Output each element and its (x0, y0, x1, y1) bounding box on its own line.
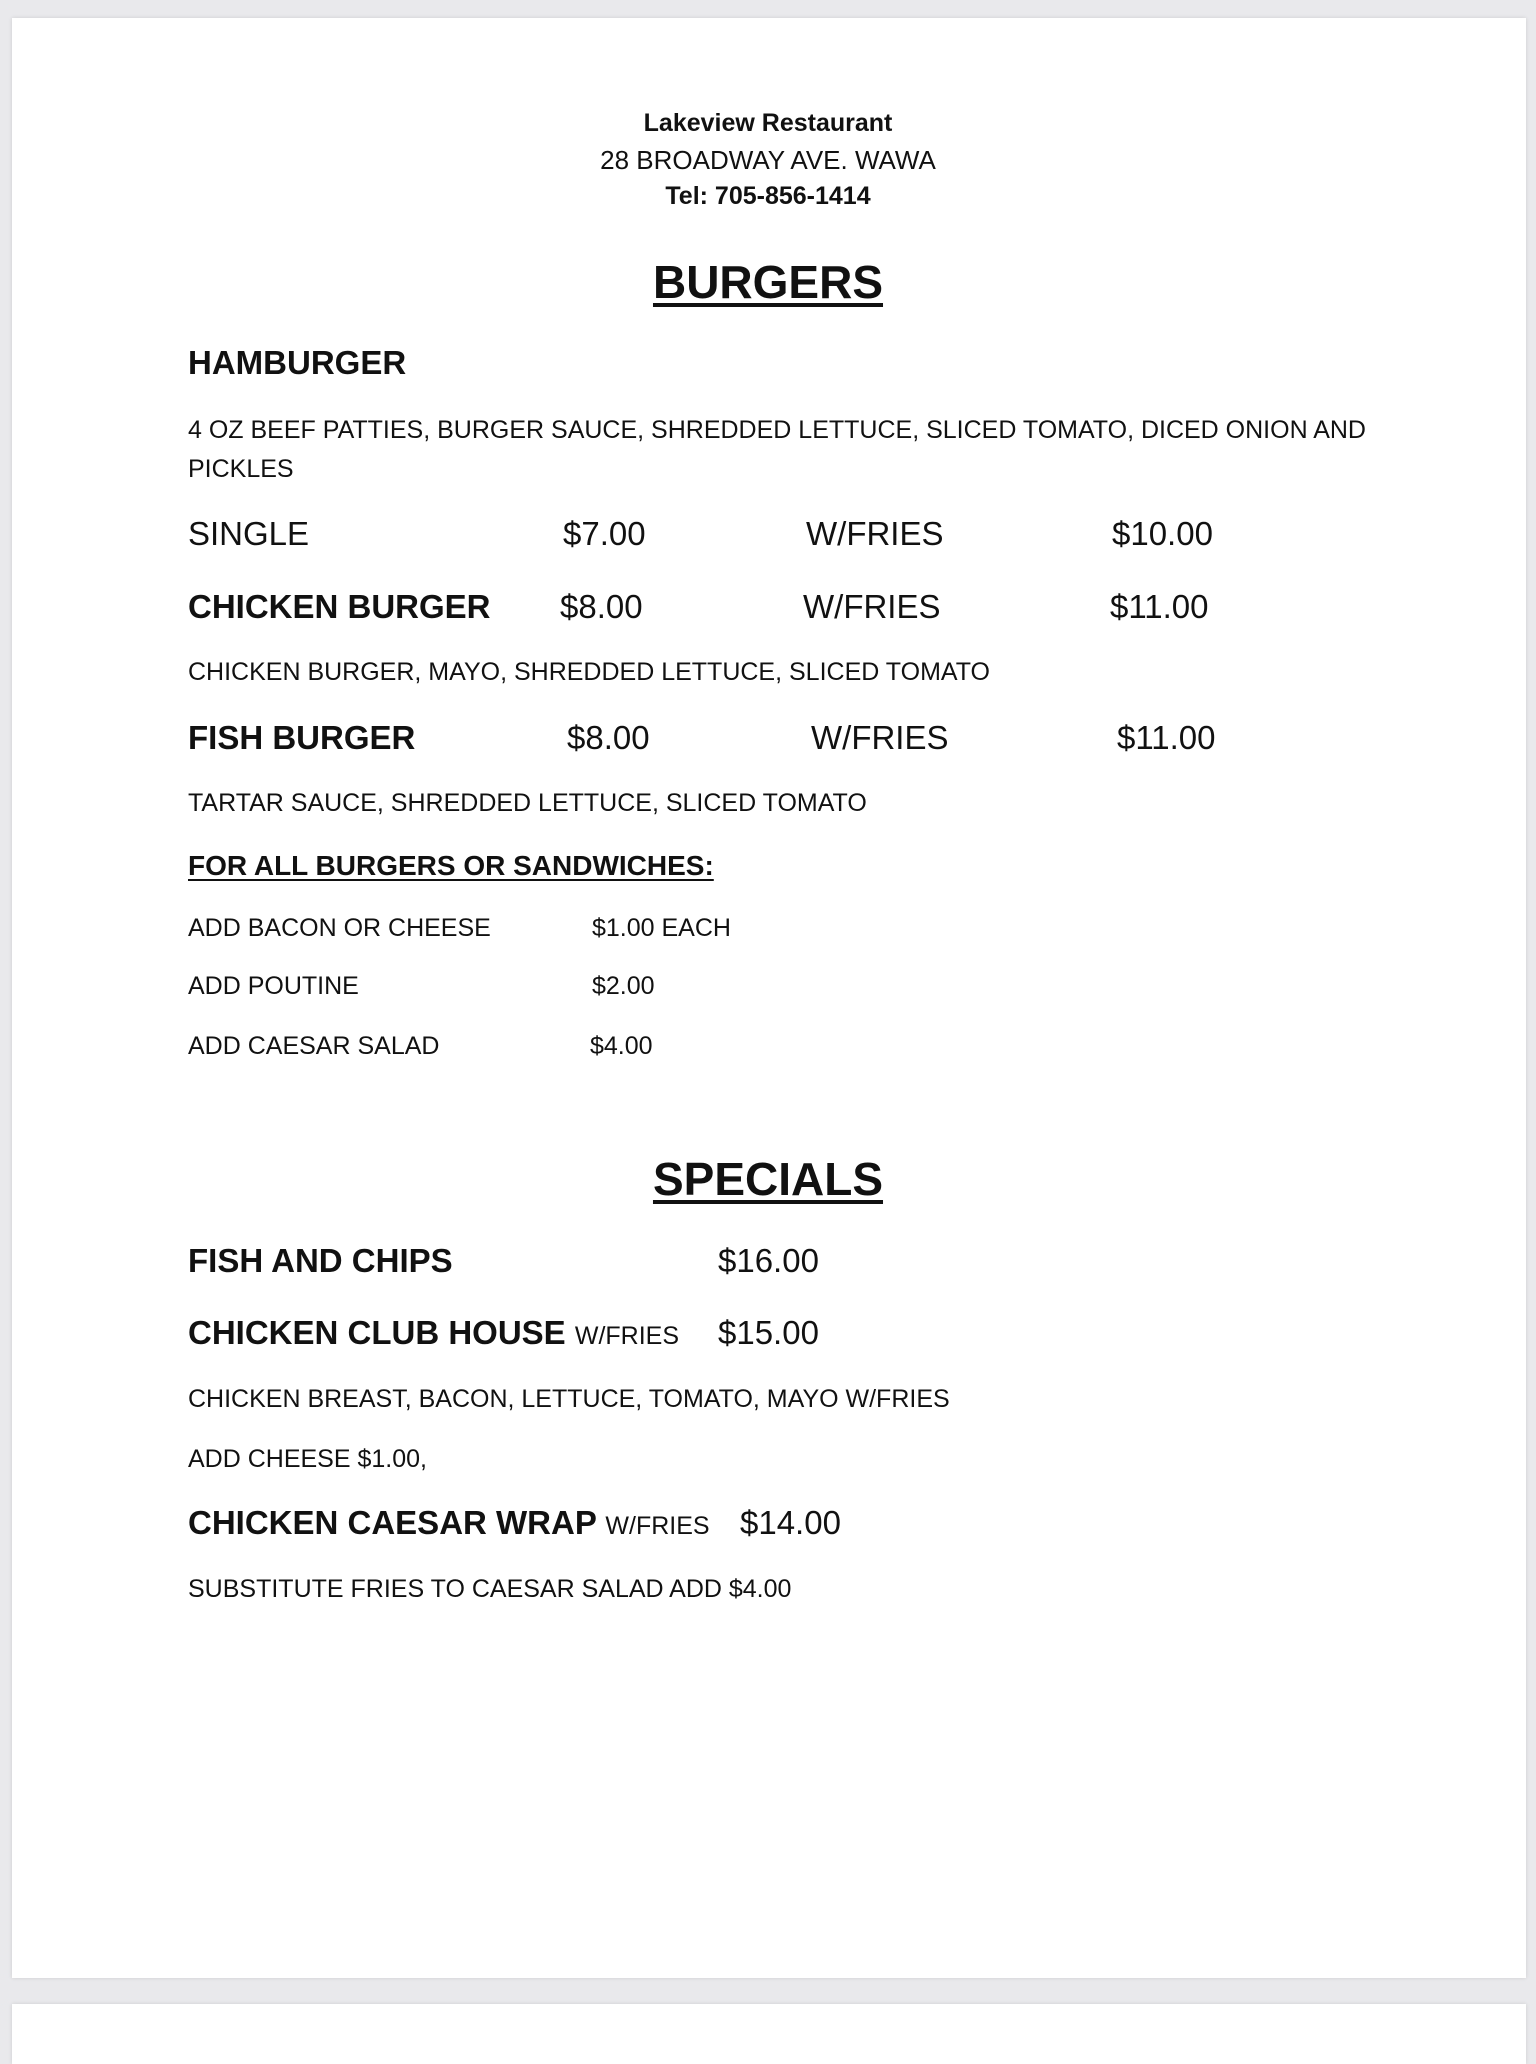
addon-label: ADD BACON OR CHEESE (188, 914, 491, 942)
club-house-price: $15.00 (718, 1314, 819, 1351)
addon-label: ADD POUTINE (188, 972, 359, 1000)
chicken-burger-price: $8.00 (560, 588, 643, 625)
hamburger-fries-price: $10.00 (1112, 515, 1213, 552)
club-house-with-fries: W/FRIES (574, 1322, 680, 1350)
chicken-burger-desc: CHICKEN BURGER, MAYO, SHREDDED LETTUCE, SLICED TOMATO (188, 658, 990, 686)
caesar-wrap-with-fries: W/FRIES (605, 1512, 710, 1540)
club-house-name (188, 1314, 679, 1352)
chicken-burger-fries-price: $11.00 (1110, 588, 1209, 625)
burgers-heading: BURGERS (652, 256, 884, 308)
restaurant-address: 28 BROADWAY AVE. WAWA (600, 145, 936, 175)
fish-burger-price: $8.00 (567, 719, 650, 756)
specials-heading: SPECIALS (652, 1153, 884, 1205)
hamburger-desc-line2: PICKLES (188, 455, 294, 483)
fish-burger-desc: TARTAR SAUCE, SHREDDED LETTUCE, SLICED TOMATO (188, 789, 867, 817)
club-house-desc: CHICKEN BREAST, BACON, LETTUCE, TOMATO, MAYO W/FRIES (188, 1385, 950, 1413)
hamburger-size: SINGLE (188, 515, 310, 552)
hamburger-price: $7.00 (563, 515, 646, 552)
fish-and-chips-price: $16.00 (718, 1242, 819, 1279)
hamburger-name: HAMBURGER (188, 344, 407, 381)
fish-burger-name: FISH BURGER (188, 719, 416, 756)
club-house-extra: ADD CHEESE $1.00, (188, 1445, 427, 1473)
caesar-wrap-price: $14.00 (740, 1504, 841, 1541)
addon-price: $2.00 (592, 972, 655, 1000)
addon-price: $1.00 EACH (592, 914, 731, 942)
next-page-edge (12, 2004, 1526, 2064)
restaurant-name: Lakeview Restaurant (643, 109, 893, 137)
hamburger-desc-line1: 4 OZ BEEF PATTIES, BURGER SAUCE, SHREDDED LETTUCE, SLICED TOMATO, DICED ONION AND (188, 416, 1366, 444)
restaurant-phone: Tel: 705-856-1414 (665, 182, 871, 210)
addons-heading: FOR ALL BURGERS OR SANDWICHES: (188, 850, 714, 881)
caesar-wrap-name (188, 1504, 710, 1542)
addon-price: $4.00 (590, 1032, 653, 1060)
chicken-burger-with-fries: W/FRIES (803, 588, 941, 625)
fish-burger-with-fries: W/FRIES (811, 719, 949, 756)
caesar-wrap-title: CHICKEN CAESAR WRAP (188, 1504, 597, 1541)
addon-label: ADD CAESAR SALAD (188, 1032, 440, 1060)
fish-burger-fries-price: $11.00 (1117, 719, 1216, 756)
caesar-wrap-note: SUBSTITUTE FRIES TO CAESAR SALAD ADD $4.00 (188, 1575, 792, 1603)
hamburger-with-fries: W/FRIES (806, 515, 944, 552)
fish-and-chips-name: FISH AND CHIPS (188, 1242, 453, 1279)
club-house-title: CHICKEN CLUB HOUSE (188, 1314, 566, 1351)
chicken-burger-name: CHICKEN BURGER (188, 588, 491, 625)
